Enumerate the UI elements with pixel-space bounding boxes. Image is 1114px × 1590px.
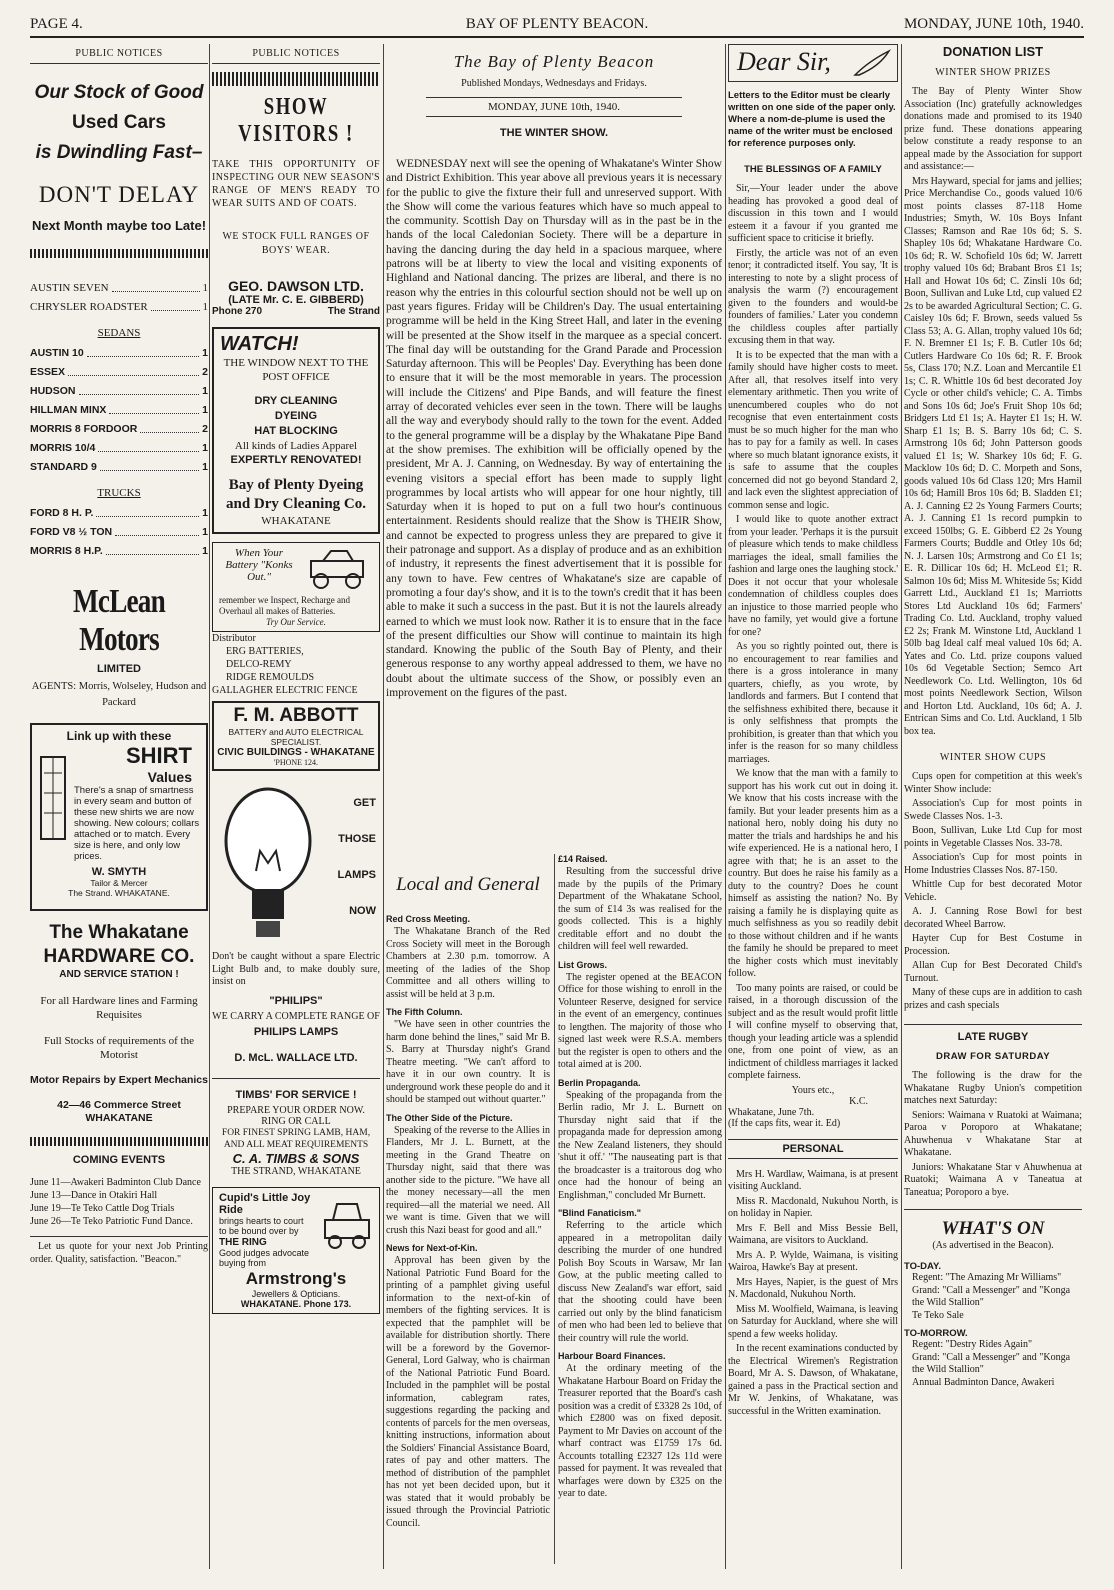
item-heading: £14 Raised.: [558, 854, 608, 864]
values-word: Values: [147, 769, 192, 785]
shirt-head: Link up with these: [66, 729, 172, 743]
philips-ad-top: [212, 771, 380, 951]
smyth-trade: Tailor & Mercer: [90, 878, 148, 888]
now: NOW: [349, 905, 376, 917]
item-text: Speaking of the propaganda from the Berlin radio, Mr J. L. Burnett on Thursday night said that if the propaganda made for depression among the New Zealand listeners, they should 'shut it off.' "The nauseating part is that the broadcaster is a traitorous dog who once had the honour of being an Englishman," concluded Mr Burnett.: [558, 1089, 722, 1201]
cups-text: Cups open for competition at this week's Winter Show include:: [904, 771, 1082, 795]
letter-para: Too many points are raised, or could be raised, in a thorough discussion of the subject and as the result would profit little I will confine myself to observing that, though your leading article was a splendid one, from one point of view, as an indictment of childless marriages it lacked complete fairness.: [728, 982, 898, 1081]
item-text: At the ordinary meeting of the Whakatane Harbour Board on Friday the Treasurer reported that the Board's cash position was a credit of £3328 2s 10d, of which £2800 was on fixed deposit. Payment to Mr Davies on account of the wharf contract was £1759 17s 6d. Accounts totalling £2327 12s 11d were passed for payment. It was revealed that wharfages were down by £325 on the year to date.: [558, 1363, 722, 1499]
trucks-label: TRUCKS: [97, 487, 141, 499]
service-station: AND SERVICE STATION !: [59, 969, 179, 980]
car-row: MORRIS 8 FORDOOR 2: [30, 423, 208, 435]
item-heading: List Grows.: [558, 959, 608, 970]
spare-bulb: Don't be caught without a spare Electric Light Bulb and, to make doubly sure, insist on: [212, 951, 380, 987]
abbott-phone: 'PHONE 124.: [273, 758, 319, 767]
battery-title: When Your Battery "Konks Out.": [225, 547, 293, 583]
armstrong-ad: [212, 1187, 380, 1314]
service: DRY CLEANING: [254, 395, 338, 407]
whakatane: WHAKATANE: [261, 515, 331, 527]
column-public-notices-1: [30, 44, 208, 1574]
car-row: CHRYSLER ROADSTER 1: [30, 301, 208, 313]
item-heading: "Blind Fanaticism.": [558, 1208, 642, 1218]
coming-events: COMING EVENTS: [72, 1154, 166, 1166]
paper-name: The Bay of Plenty Beacon: [453, 52, 655, 71]
timbs-address: THE STRAND, WHAKATANE: [231, 1165, 361, 1177]
smyth: W. SMYTH: [91, 866, 147, 878]
item-heading: Berlin Propaganda.: [558, 1077, 641, 1088]
item-heading: News for Next-of-Kin.: [386, 1243, 478, 1253]
item-text: Approval has been given by the National Patriotic Fund Board for the printing of a pamphlet giving useful information to the next-of-kin of members of the fighting services. It is expected that the pamphlet will be available for distribution shortly. There will be a foreword by the Governor-General, Lord Galway, who is chairman of the National Patriotic Fund Board. Included in the pamphlet will be postal information, cablegram rates, suggestions regarding the packing and contents of parcels for the men overseas, knitting instructions, information about the Soldiers' Financial Assistance Board, rates of pay and other matters. The method of distribution of the pamphlet has not yet been decided upon, but it was stated that it would probably be issued through the Provincial Patriotic Council.: [386, 1255, 550, 1529]
today-heading: TO-DAY.: [904, 1261, 941, 1272]
prepare: PREPARE YOUR ORDER NOW.: [227, 1104, 365, 1116]
ring-call: RING OR CALL: [261, 1115, 331, 1127]
personal-item: Miss R. Macdonald, Nukuhou North, is on holiday in Napier.: [728, 1195, 898, 1219]
philips: "PHILIPS": [269, 994, 323, 1007]
editorial-text: WEDNESDAY next will see the opening of Whakatane's Winter Show and District Exhibition. This year above all previous years it is necessary for the public to give the fixture their full and unreserved support. With the Show will come the various features which have so much appeal to the community. Scottish Day on Thursday will as in the past be in the hands of the local Caledonian Society. There will be a departure in having the dancing during the day held in a spacious marquee, where patrons will be at liberty to view the local and visiting exponents of Highland and National dancing. The prizes are liberal, and there is no reason why the entries in this colourful section should not be well up on past years figures. Friday will be Children's Day. The usual entertaining programme will be held in the King Street Hall, and later in the evening will be presented at the Show itself in the marquee as a special concert. The final day will be outstanding for the Grand Parade and Procession Saturday afternoon. This will be Peoples' Day. Everything has been done to ensure that it will be the most memorable in years. The procession will include the Citizens' and Pipe Bands, and will feature the finest array of decorated vehicles ever seen in the town. There will be laughs all the way and everybody should rally to the town for the event. Added to the general programme will be a display by the Whakatane Pipe Band at the show premises. The exhibition will be officially opened by the president, Mr A. J. Canning, on Wednesday. By way of entertaining the evening visitors a special effort has been made to supply light programmes by local artists who will appear for one hour nightly, till Saturday when it is hoped to put on a full two hour's continuous entertainment. Residents should realize that the Show is THEIR Show, and cannot be expected to progress unless they are prepared to give it their patronage and support. As a display of produce and as an exhibition of industry, it represents the finest advertisement that it is possible for any town to have. Few centres of Whakatane's size are capable of promoting a four day's show, and it is to the town's credit that it has been able to make it such a success in the past. But it is not the laurels already earned to which we must look now. Rather it is to ensure that in the face of the present difficulties our Show will continue to maintain its high standard. Knowing the public of the South Bay of Plenty, and their generous response to any worthy appeal addressed to them, we have no doubt about the ultimate success of the Show, or possibly even an improvement on the figures of the past.: [386, 158, 722, 699]
donation-text: Mrs Hayward, special for jams and jellies; Price Merchandise Co., goods valued 10/6 most points classes 87-118 Home Industries; Smyth, W. 10s Boys Infant Classes; Ramson and Rae 10s 6d; S. S. Shapley 10s 6d; Whakatane Hardware Co. 10s 6d; R. W. Schofield 10s 6d; W. Jarrett trophy valued 10s 6d; Brabant Bros £1 1s; Hall and Howat 10s 6d; C. Zinsli 10s 6d; Boon, Sullivan and Luke Ltd, cup valued £2 2s to be awarded Agricultural Section; C. G. Caisley 10s 6d; F. Brown, seeds valued 5s Class 53; A. G. Allan, trophy valued 10s 6d; F. N. Bremner £1 1s; F. B. Cutler 10s 6d; Cutlers Hardware Co 10s 6d; R. F. Brook 5s, Class 170; N.Z. Loan and Mercantile £1 1s; C. R. Whittle 10s 6d best decorated Joy Cycle or other child's vehicle; C. A. Timbs and Sons 10s 6d; Joe's Fruit Shop 10s 6d; Bridgers Ltd £1 1s; A. Hayter £1 1s; H. W. Sharp £1 1s; B. S. Barry 10s 6d; C. S. Armstrong 10s 6d; John Patterson goods valued £1 1s; W. Sharkey 10s 6d; F. G. Macklow 10s 6d; D. C. Morpeth and Sons, goods valued 10s 6d Class 120; Mrs Hamil 10s 6d; Hamill Bros 10s 6d; B. Sladden £1; A. J. Canning £2 2s Young Farmers Courts; A. J. Canning £1 1s record pumpkin to exceed 150lbs; G. E. Gibberd £2 2s Young Farmers Courts; Buddle and Otley 10s 6d; N. J. Larsen 10s; Armstrong and Co £1 1s; E. R. Dillicar 10s 6d; H. McLeod £1; R. Salmon 10s 6d; Miss M. Whiteside 5s; Kidd Garrett Ltd., Auckland £1 1s; Marriotts Stores Ltd Auckland 10s 6d; Farmers' Trading Co. Ltd. Auckland, trophy valued £2 2s; Frank M. Winstone Ltd, Auckland 1 50lb bag Ideal calf meal valued 10s 6d; A. Yates and Co. Ltd. prize coupons valued 10s 6d Vegetable Section; Semco Art Needlework Co. Ltd. Wellington, 10s 6d most points Needlework Section, Wilson and Horton Ltd. Auckland, 10s 6d; A. J. Entrican Sims and Co. Ltd. Auckland, 1 5lb box tea.: [904, 175, 1082, 737]
car-row: FORD 8 H. P. 1: [30, 507, 208, 519]
cups-text: Many of these cups are in addition to cash prizes and cash specials: [904, 987, 1082, 1011]
battery-ad: [212, 542, 380, 632]
mclean-motors: McLean Motors: [73, 583, 165, 658]
cups-text: Boon, Sullivan, Luke Ltd Cup for most points in Vegetable Classes Nos. 33-78.: [904, 825, 1082, 849]
local-heading: Local and General: [396, 874, 540, 895]
dawson: GEO. DAWSON LTD.: [228, 278, 364, 294]
ladies: All kinds of Ladies Apparel: [234, 440, 358, 452]
dear-sir-banner: [728, 44, 898, 82]
personal-item: Mrs F. Bell and Miss Bessie Bell, Waimana, are visitors to Auckland.: [728, 1222, 898, 1246]
dear-sir: Dear Sir,: [737, 47, 831, 76]
stock-line: is Dwindling Fast–: [35, 142, 203, 163]
cups-text: Whittle Cup for best decorated Motor Vehicle.: [904, 879, 1082, 903]
rugby-text: The following is the draw for the Whakatane Rugby Union's competition matches next Saturday:: [904, 1070, 1082, 1106]
rugby-text: Juniors: Whakatane Star v Ahuwhenua at Ruatoki; Waimana A v Taneatua at Taneatua; Poroporo a bye.: [904, 1161, 1082, 1198]
take-opportunity: TAKE THIS OPPORTUNITY OF INSPECTING OUR NEW SEASON'S RANGE OF MEN'S READY TO WEAR SUITS AND OF COATS.: [212, 159, 380, 209]
letter-para: Firstly, the article was not of an even tenor; it contradicted itself. You say, 'It is interesting to note by a slight process of analysis the warm (?) encouragement given to the founders and would-be founders of families.' Later you condemn the childless couples after partially excusing them in that way.: [728, 247, 898, 346]
bop-dyeing: Bay of Plenty Dyeing and Dry Cleaning Co.: [225, 477, 367, 512]
dist-item: ERG BATTERIES,: [226, 646, 304, 657]
philips-lamps: PHILIPS LAMPS: [253, 1025, 339, 1038]
renovated: EXPERTLY RENOVATED!: [230, 454, 362, 466]
complete-range: WE CARRY A COMPLETE RANGE OF: [212, 1010, 380, 1022]
editor-note: (If the caps fits, wear it. Ed): [728, 1117, 841, 1129]
finest: FOR FINEST SPRING LAMB, HAM, AND ALL MEAT REQUIREMENTS: [221, 1127, 371, 1150]
local-left: [386, 854, 550, 1532]
timbs-head: TIMBS' FOR SERVICE !: [235, 1088, 357, 1101]
wallace: D. McL. WALLACE LTD.: [234, 1051, 358, 1064]
boys-wear: WE STOCK FULL RANGES OF BOYS' WEAR.: [222, 231, 370, 256]
section-heading: PUBLIC NOTICES: [30, 44, 208, 64]
abbott-address: CIVIC BUILDINGS - WHAKATANE: [217, 747, 375, 758]
divider: [212, 72, 380, 86]
item-heading: Harbour Board Finances.: [558, 1351, 666, 1361]
dateline: MONDAY, JUNE 10th, 1940.: [426, 97, 682, 117]
shirt-word: SHIRT: [126, 743, 192, 768]
next-month: Next Month maybe too Late!: [31, 218, 207, 233]
cups-text: A. J. Canning Rose Bowl for best decorated Wheel Barrow.: [904, 906, 1082, 930]
column-editorial: [386, 44, 722, 1574]
tomorrow-item: Regent: "Destry Rides Again": [912, 1339, 1033, 1350]
item-heading: The Other Side of the Picture.: [386, 1112, 513, 1123]
rugby-text: Seniors: Waimana v Ruatoki at Waimana; Paroa v Poroporo at Whakatane; Ahuwhenua v Whakatane Star at Whakatane.: [904, 1109, 1082, 1158]
column-rule: [383, 44, 384, 1569]
late-rugby: LATE RUGBY: [904, 1024, 1082, 1043]
armstrong: Armstrong's: [245, 1268, 347, 1288]
tomorrow-heading: TO-MORROW.: [904, 1328, 968, 1339]
watch: WATCH!: [220, 333, 299, 355]
page-number: PAGE 4.: [30, 16, 83, 32]
column-rule: [554, 854, 555, 1564]
hardware-address: 42—46 Commerce Street WHAKATANE: [57, 1099, 181, 1124]
event-item: June 19—Te Teko Cattle Dog Trials: [30, 1203, 175, 1214]
personal-item: Miss M. Woolfield, Waimana, is leaving on Saturday for Auckland, where she will spend a few weeks holiday.: [728, 1303, 898, 1340]
yours: Yours etc.,: [791, 1084, 835, 1096]
service: DYEING: [274, 410, 318, 422]
winter-show-prizes: WINTER SHOW PRIZES: [935, 67, 1051, 78]
signature: K.C.: [849, 1095, 868, 1107]
dist-item: GALLAGHER ELECTRIC FENCE: [212, 685, 358, 696]
item-text: "We have seen in other countries the harm done behind the lines," said Mr B. S. Barry at Thursday night's Grand Theatre meeting. "We can't afford to have it in our own country. It is underground work these people do and it should be stamped out without quarter.": [386, 1019, 550, 1105]
cups-text: Allan Cup for Best Decorated Child's Turnout.: [904, 960, 1082, 984]
watch-ad: [212, 327, 380, 534]
car-row: MORRIS 8 H.P. 1: [30, 545, 208, 557]
section-heading: PUBLIC NOTICES: [212, 44, 380, 64]
personal-item: Mrs Hayes, Napier, is the guest of Mrs N. Macdonald, Nukuhou North.: [728, 1276, 898, 1300]
issue-date: MONDAY, JUNE 10th, 1940.: [903, 16, 1084, 32]
distributor: Distributor: [212, 633, 256, 644]
timbs-ad: [212, 1078, 380, 1177]
letter-para: We know that the man with a family to support has his work cut out in doing it. We know that his costs increase with the family. But your leader presents him as a national hero, nobly doing his duty no matter the trials and hardships he and his wife experienced. He is a national hero, I agree with that; he is an asset to the country. But does he raise his family as a duty to the country? Does he count himself as assisting the nation? No. By raising a family he is displaying quite as much selfishness as you so readily debit to those without children and if he wants the family he should be prepared to meet the higher costs which must inevitably follow.: [728, 768, 898, 979]
car-row: HILLMAN MINX 1: [30, 404, 208, 416]
dist-item: DELCO-REMY: [226, 659, 292, 670]
item-heading: Red Cross Meeting.: [386, 914, 471, 924]
hardware-line: Motor Repairs by Expert Mechanics: [30, 1074, 208, 1086]
letter-heading: THE BLESSINGS OF A FAMILY: [744, 164, 882, 175]
letter-para: It is to be expected that the man with a family should have higher costs to meet. After all, that resolves itself into very elementary arithmetic. Then you write of unencumbered couples who do not recognise that even entertainment costs must be so much higher for the man who has to pay for a family as well. In cases where so much blatant ignorance exists, it is safe to assume that the couples concerned did not go beyond Standard 2, and lack even the slightest appreciation of common sense and logic.: [728, 349, 898, 511]
car-icon: [319, 1194, 375, 1264]
try-service: Try Our Service.: [266, 617, 326, 627]
local-right: [558, 854, 722, 1503]
item-text: Speaking of the reverse to the Allies in Flanders, Mr J. L. Burnett, at the meeting in the Grand Theatre on Thursday night, said that there was another side to the picture. "We have all the money necessary—all the men required—all the material we need. All we want is time. Given that we will crush this Nazi beast for good and all.": [386, 1124, 550, 1236]
jewellers: Jewellers & Opticians.: [251, 1288, 341, 1299]
car-row: FORD V8 ½ TON 1: [30, 526, 208, 538]
abbott-ad: [212, 701, 380, 771]
limited: LIMITED: [97, 663, 141, 675]
hardware-name: The Whakatane HARDWARE CO.: [43, 922, 195, 967]
shirt-text: There's a snap of smartness in every seam and button of these new shirts we are now showing. New colours; collars attached or to match. Every size is here, and only low prices.: [74, 785, 200, 862]
personal-item: In the recent examinations conducted by the Electrical Wiremen's Registration Board, Mr A. S. Dawson, of Whakatane, gained a pass in the Practical section and Mr W. Jenkins, of Whakatane, was successful in the Written examination.: [728, 1343, 898, 1417]
get: GET: [353, 797, 376, 809]
dist-item: RIDGE REMOULDS: [226, 672, 315, 683]
letters-notice: Letters to the Editor must be clearly written on one side of the paper only. Where a nom-de-plume is used the name of the writer must be enclosed for reference purposes only.: [728, 90, 896, 149]
abbott: F. M. ABBOTT: [233, 705, 359, 726]
letter-place: Whakatane, June 7th.: [728, 1106, 815, 1118]
item-text: Referring to the article which appeared in a metropolitan daily describing the murder of one hundred Polish Boy Scouts in Warsaw, Mr Ian Gow, at the public meeting called to discuss New Zealand's war effort, said that the shooting could have been carried out only by the blind fanaticism of men who had been led to believe that their country will rule the world.: [558, 1220, 722, 1344]
masthead: [30, 14, 1084, 38]
letter-para: As you so rightly pointed out, there is no encouragement to rear families and there is a gross intolerance in many quarters, chiefly, as you wrote, by landlords and farmers. But I contend that the selfishness exhibited there, because it is only selfishness that prompts the prohibition, is greater than that which you infer is the reason for so many childless marriages.: [728, 641, 898, 765]
brings: brings hearts to court to be bound over by: [219, 1215, 304, 1236]
published: Published Mondays, Wednesdays and Fridays.: [461, 78, 647, 89]
printing-notice: Let us quote for your next Job Printing order. Quality, satisfaction. "Beacon.": [30, 1236, 208, 1266]
today-item: Grand: "Call a Messenger" and "Konga the Wild Stallion": [912, 1284, 1071, 1308]
timbs-sons: C. A. TIMBS & SONS: [232, 1150, 360, 1166]
window: THE WINDOW NEXT TO THE POST OFFICE: [223, 357, 369, 383]
car-row: HUDSON 1: [30, 385, 208, 397]
armstrong-address: WHAKATANE. Phone 173.: [240, 1298, 352, 1309]
sedans-label: SEDANS: [97, 327, 141, 339]
lamp-bulb-icon: [220, 781, 316, 951]
event-item: June 26—Te Teko Patriotic Fund Dance.: [30, 1216, 193, 1227]
divider: [30, 1137, 208, 1146]
cupid: Cupid's Little Joy Ride: [219, 1191, 311, 1216]
item-text: The Whakatane Branch of the Red Cross Society will meet in the Borough Chambers at 2.30 p.m. tomorrow. A meeting of the ladies of the Shop Committee and all others willing to assist will be held at 3 p.m.: [386, 926, 550, 1000]
cups-heading: WINTER SHOW CUPS: [939, 752, 1047, 763]
car-row: STANDARD 9 1: [30, 461, 208, 473]
shirt-icon: [38, 753, 68, 843]
hardware-line: Full Stocks of requirements of the Motorist: [43, 1035, 194, 1061]
the-ring: THE RING: [219, 1236, 267, 1248]
hardware-line: For all Hardware lines and Farming Requisites: [40, 995, 198, 1021]
remember: remember we Inspect, Recharge and Overhaul all makes of Batteries.: [219, 595, 351, 616]
today-item: Regent: "The Amazing Mr Williams": [912, 1272, 1062, 1283]
item-text: Resulting from the successful drive made by the pupils of the Primary Department of the Whakatane School, the sum of £14 3s was realised for the goods collected. This is a highly creditable effort and no doubt the children will feel well rewarded.: [558, 866, 722, 952]
newspaper-title: BAY OF PLENTY BEACON.: [465, 16, 649, 32]
as-advertised: (As advertised in the Beacon).: [932, 1240, 1054, 1251]
column-rule: [901, 44, 902, 1569]
column-letters: [728, 44, 898, 1574]
car-row: AUSTIN 10 1: [30, 347, 208, 359]
winter-show-heading: THE WINTER SHOW.: [499, 127, 609, 139]
lamps: LAMPS: [337, 869, 376, 881]
personal-item: Mrs A. P. Wylde, Waimana, is visiting Wairoa, Hawke's Bay at present.: [728, 1249, 898, 1273]
donation-heading: DONATION LIST: [942, 44, 1044, 59]
column-rule: [725, 44, 726, 1569]
local-and-general: [386, 854, 722, 1564]
personal-heading: PERSONAL: [728, 1139, 898, 1159]
donation-text: The Bay of Plenty Winter Show Association (Inc) gratefully acknowledges donations made and promised to its 1940 prize fund. These donations appearing below constitute a ready response to an appeal made by the Association for support and assistance:—: [904, 86, 1082, 172]
item-text: The register opened at the BEACON Office for those wishing to enroll in the Volunteer Reserve, designed for service in the event of an emergency, continues to lengthen. The majority of those who signed last week were R.S.A. members but the register is open to others and the total aimed at is 200.: [558, 971, 722, 1070]
draw-saturday: DRAW FOR SATURDAY: [935, 1051, 1051, 1062]
column-donations: [904, 44, 1082, 1574]
event-item: June 11—Awakeri Badminton Club Dance: [30, 1177, 201, 1188]
dawson-contact: Phone 270 The Strand: [212, 306, 380, 317]
column-rule: [209, 44, 210, 1569]
column-public-notices-2: [212, 44, 380, 1574]
dont-delay: DON'T DELAY: [38, 182, 200, 207]
item-heading: The Fifth Column.: [386, 1007, 463, 1017]
today-item: Te Teko Sale: [912, 1309, 964, 1321]
letter-para: I would like to quote another extract from your leader. 'Perhaps it is the pursuit of pleasure which tends to make childless marriages the ideal, small families the fashion and large ones the laughing stock.' Does it not occur that your wholesale condemnation of childless couples does an injustice to those married people who have no family, yet would give a fortune for one?: [728, 514, 898, 638]
dawson-late: (LATE Mr. C. E. GIBBERD): [228, 294, 364, 306]
cups-text: Association's Cup for most points in Swede Classes Nos. 1-3.: [904, 798, 1082, 822]
car-row: ESSEX 2: [30, 366, 208, 378]
stock-line: Used Cars: [72, 112, 166, 133]
car-row: MORRIS 10/4 1: [30, 442, 208, 454]
tomorrow-item: Grand: "Call a Messenger" and "Konga the Wild Stallion": [912, 1351, 1071, 1375]
whats-on: WHAT'S ON: [941, 1218, 1045, 1239]
smyth-address: The Strand. WHAKATANE.: [68, 888, 170, 898]
service: HAT BLOCKING: [254, 425, 338, 437]
shirt-ad: [30, 723, 208, 911]
agents: AGENTS: Morris, Wolseley, Hudson and Packard: [31, 681, 207, 708]
personal-item: Mrs H. Wardlaw, Waimana, is at present visiting Auckland.: [728, 1168, 898, 1192]
event-item: June 13—Dance in Otakiri Hall: [30, 1190, 158, 1201]
good-judges: Good judges advocate buying from: [219, 1247, 310, 1268]
car-icon: [303, 547, 373, 591]
car-row: AUSTIN SEVEN 1: [30, 282, 208, 294]
those: THOSE: [338, 833, 376, 845]
stock-line: Our Stock of Good: [34, 82, 204, 103]
letter-para: Sir,—Your leader under the above heading has provoked a good deal of discussion in this town and I would esteem it a favour if you granted me sufficient space to criticise it briefly.: [728, 183, 898, 244]
cups-text: Association's Cup for most points in Home Industries Classes Nos. 87-150.: [904, 852, 1082, 876]
divider: [30, 249, 208, 258]
cups-text: Hayter Cup for Best Costume in Procession.: [904, 933, 1082, 957]
tomorrow-item: Annual Badminton Dance, Awakeri: [912, 1376, 1055, 1388]
show-visitors: SHOW VISITORS !: [238, 94, 354, 147]
abbott-spec: BATTERY and AUTO ELECTRICAL SPECIALIST.: [228, 727, 364, 747]
quill-icon: [851, 49, 891, 79]
